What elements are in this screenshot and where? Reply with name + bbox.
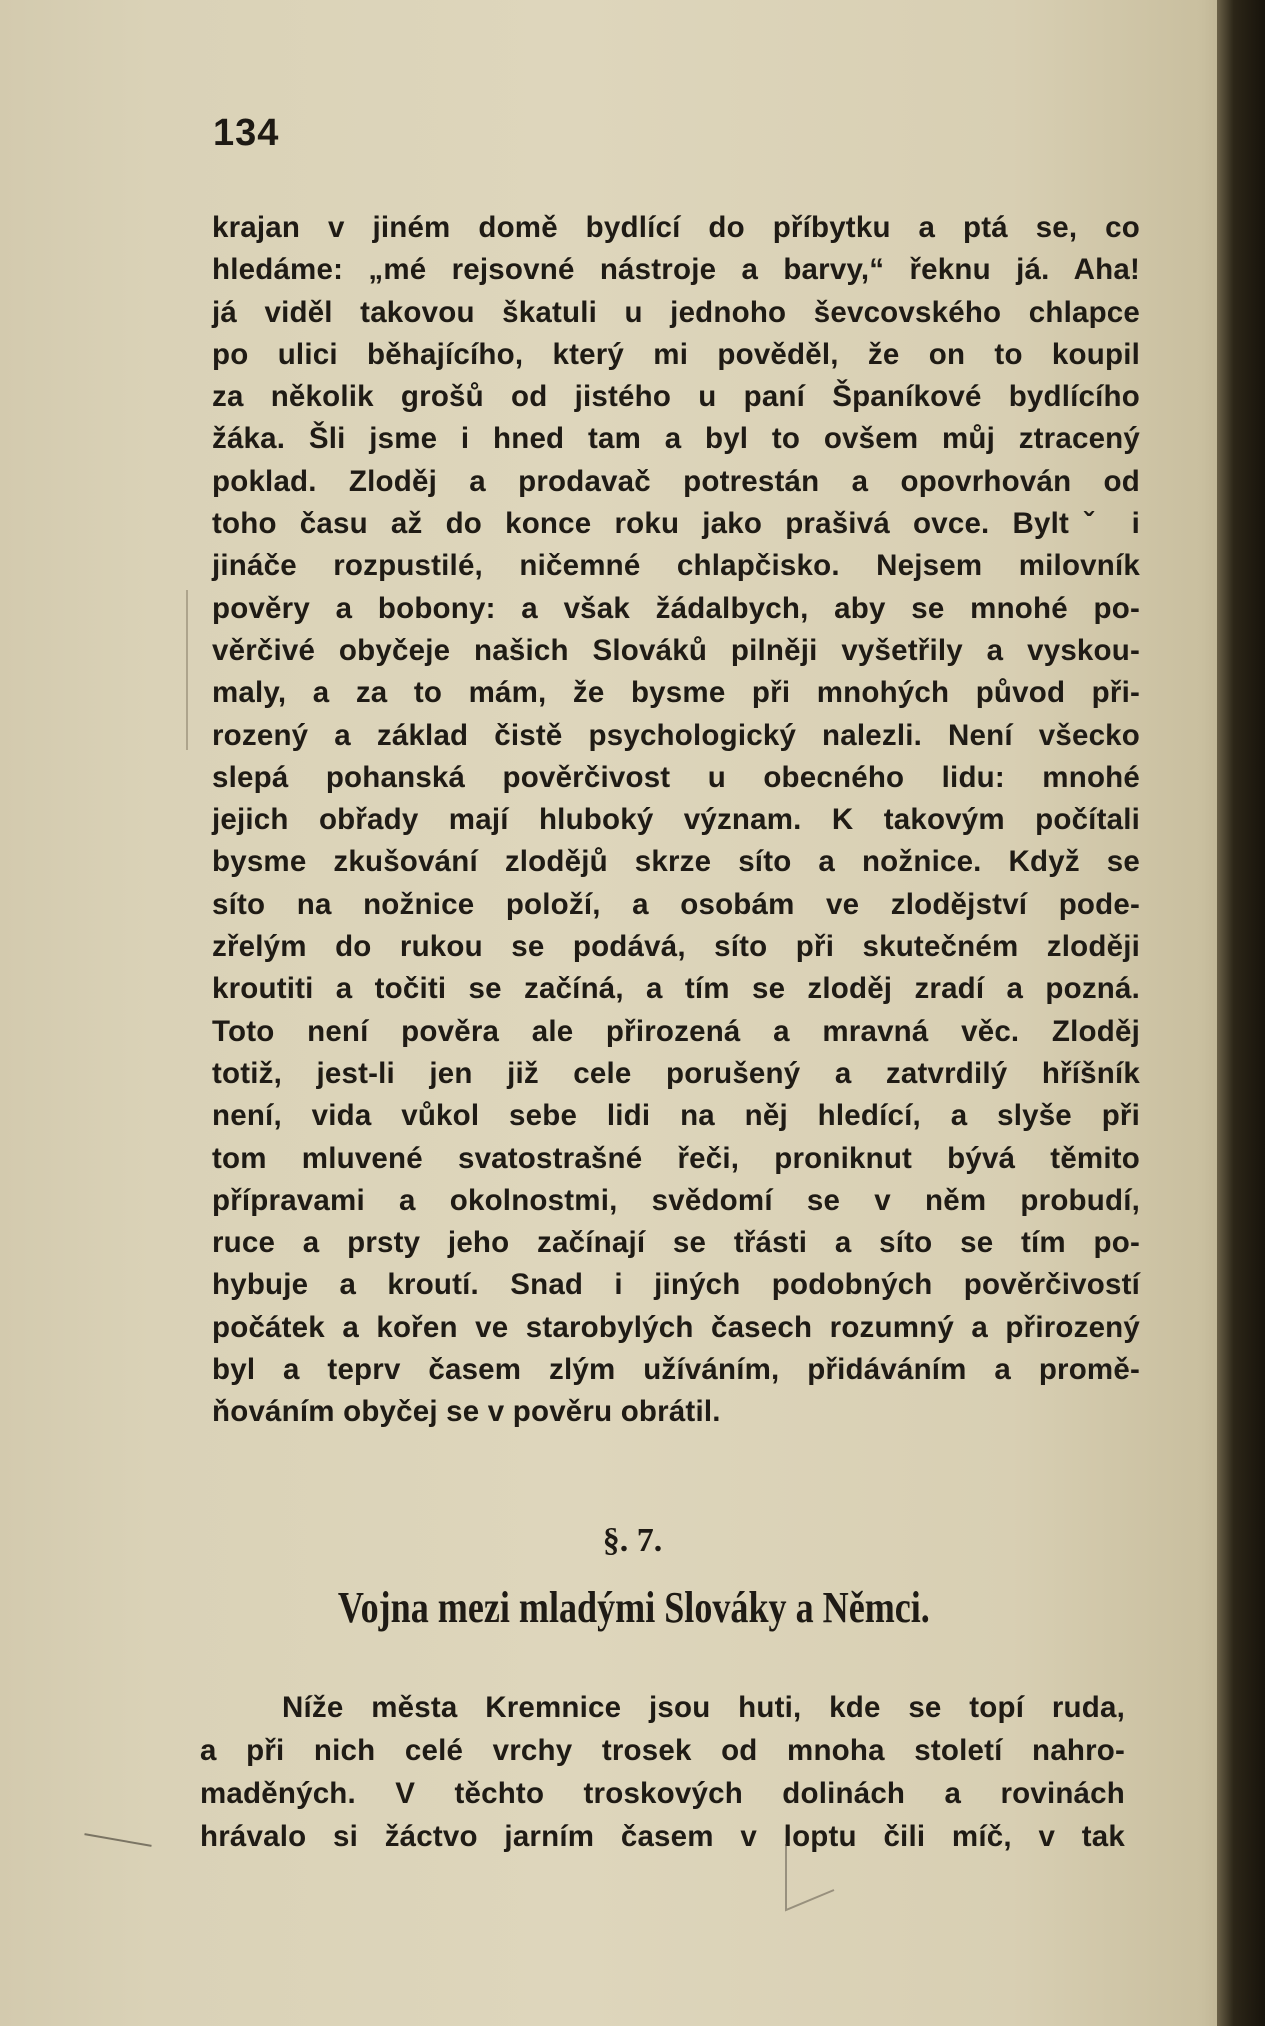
text-line: není, vida vůkol sebe lidi na něj hledící, a slyše při [212,1099,1140,1133]
text-line: hybuje a kroutí. Snad i jiných podobných pověrčivostí [212,1268,1140,1302]
text-line: krajan v jiném domě bydlící do příbytku a ptá se, co [212,211,1140,244]
text-line: po ulici běhajícího, který mi pověděl, že on to koupil [212,337,1140,371]
text-line: maděných. V těchto troskových dolinách a rovinách [200,1777,1125,1810]
page-number: 134 [213,112,280,154]
text-line: jináče rozpustilé, ničemné chlapčisko. Nejsem milovník [212,549,1140,583]
text-line: toho času až do konce roku jako prašivá ovce. Byltˇ i [212,507,1140,541]
text-line: Níže města Kremnice jsou huti, kde se topí ruda, [282,1691,1125,1724]
text-line: byl a teprv časem zlým užíváním, přidáváním a promě- [212,1353,1140,1387]
pencil-check-mark [782,1840,842,1920]
text-line: slepá pohanská pověrčivost u obecného lidu: mnohé [212,760,1140,794]
text-line: já viděl takovou škatuli u jednoho ševcovského chlapce [212,295,1140,329]
text-line: počátek a kořen ve starobylých časech rozumný a přirozený [212,1310,1140,1344]
text-line: pověry a bobony: a však žádalbych, aby se mnohé po- [212,591,1140,625]
text-line: a při nich celé vrchy trosek od mnoha století nahro- [200,1734,1125,1767]
text-line: hrávalo si žáctvo jarním časem v loptu čili míč, v tak [200,1820,1125,1853]
text-line: rozený a základ čistě psychologický nalezli. Není všecko [212,718,1140,752]
text-line: žáka. Šli jsme i hned tam a byl to ovšem můj ztracený [212,422,1140,456]
text-line: maly, a za to mám, že bysme při mnohých původ při- [212,676,1140,710]
text-line: zřelým do rukou se podává, síto při skutečném zloději [212,930,1140,964]
text-line: za několik grošů od jistého u paní Španíkové bydlícího [212,380,1140,414]
text-line: totiž, jest-li jen již cele porušený a zatvrdilý hříšník [212,1056,1140,1090]
paragraph-section-start [200,1686,1125,1858]
text-line: ruce a prsty jeho začínají se třásti a síto se tím po- [212,1226,1140,1260]
text-line: Toto není pověra ale přirozená a mravná věc. Zloděj [212,1014,1140,1048]
book-spine-shadow [1217,0,1265,2026]
text-line: kroutiti a točiti se začíná, a tím se zloděj zradí a pozná. [212,972,1140,1006]
text-line: síto na nožnice položí, a osobám ve zlodějství pode- [212,887,1140,921]
section-title: Vojna mezi mladými Slováky a Němci. [337,1583,930,1632]
text-line: hledáme: „mé rejsovné nástroje a barvy,“ řeknu já. Aha! [212,253,1140,287]
text-line: přípravami a okolnostmi, svědomí se v něm probudí, [212,1183,1140,1217]
text-line: bysme zkušování zlodějů skrze síto a nožnice. Když se [212,845,1140,879]
section-number: §. 7. [602,1522,663,1559]
text-line: tom mluvené svatostrašné řeči, proniknut bývá těmito [212,1141,1140,1175]
text-line: jejich obřady mají hluboký význam. K takovým počítali [212,803,1140,837]
text-line: ňováním obyčej se v pověru obrátil. [212,1395,721,1429]
text-line: poklad. Zloděj a prodavač potrestán a opovrhován od [212,464,1140,498]
margin-pencil-mark [186,590,188,750]
text-line: věrčivé obyčeje našich Slováků pilněji vyšetřily a vyskou- [212,633,1140,667]
paragraph-continued [212,207,1140,1434]
pencil-dash-mark [84,1833,151,1847]
